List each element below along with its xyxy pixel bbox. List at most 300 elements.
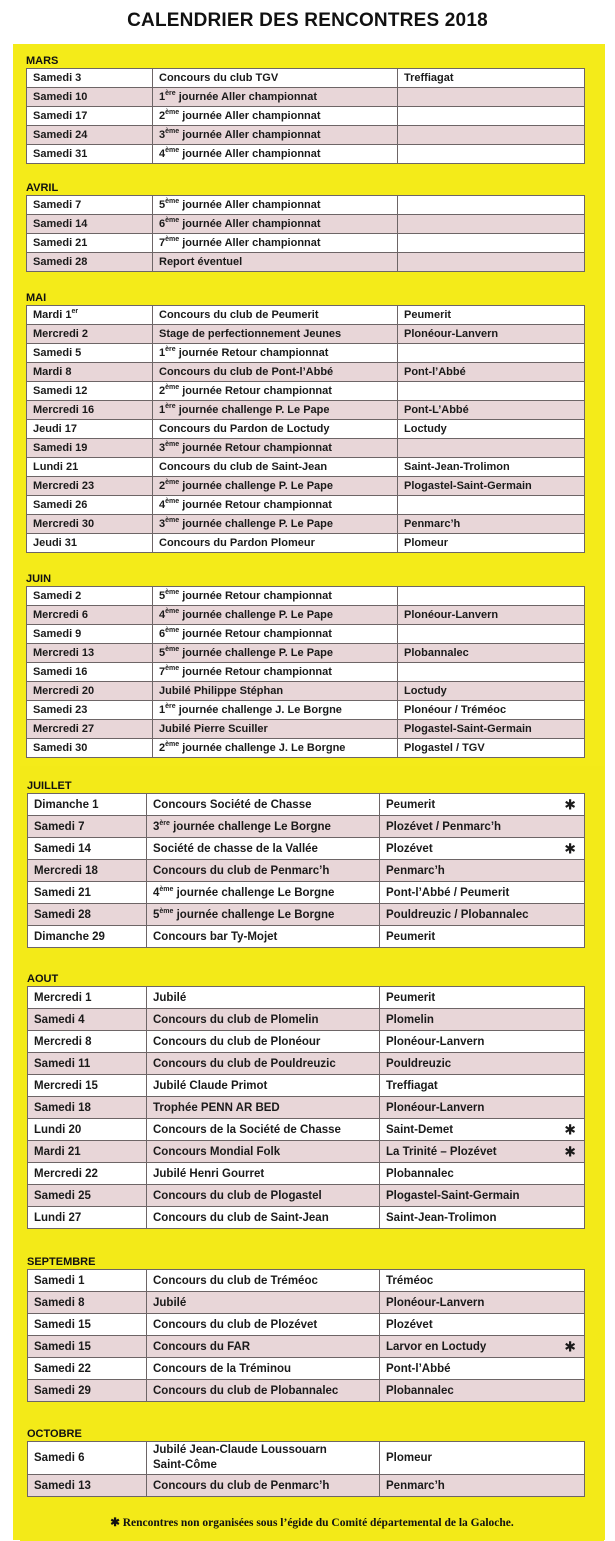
event-label: Concours du club de Plobannalec xyxy=(153,1384,339,1397)
event-cell xyxy=(153,625,398,644)
ordinal-suffix: ère xyxy=(165,90,176,97)
ordinal-number: 2 xyxy=(159,110,166,122)
event-cell xyxy=(153,126,398,145)
day-cell xyxy=(28,987,147,1009)
day-cell xyxy=(28,794,147,816)
ordinal-number: 6 xyxy=(159,218,166,230)
day-label: Samedi 19 xyxy=(33,442,88,454)
day-label: Samedi 18 xyxy=(34,1101,91,1114)
table-row xyxy=(27,720,585,739)
day-label: Samedi 21 xyxy=(33,237,88,249)
day-cell xyxy=(27,739,153,758)
ordinal-suffix: ème xyxy=(165,384,180,391)
place-cell xyxy=(398,306,585,325)
ordinal-suffix: ème xyxy=(165,217,180,224)
day-label: Samedi 25 xyxy=(34,1189,91,1202)
ordinal-number: 1 xyxy=(159,347,166,359)
table-row xyxy=(27,587,585,606)
event-cell xyxy=(147,1185,380,1207)
day-label: Samedi 4 xyxy=(34,1013,85,1026)
event-cell xyxy=(147,1141,380,1163)
ordinal-suffix: ère xyxy=(159,819,170,827)
table-row xyxy=(28,1075,585,1097)
day-label: Mercredi 8 xyxy=(34,1035,92,1048)
day-label: Samedi 6 xyxy=(34,1452,85,1464)
place-cell xyxy=(398,69,585,88)
place-cell xyxy=(380,1207,585,1229)
ordinal-suffix: ème xyxy=(165,109,180,116)
event-cell xyxy=(153,306,398,325)
event-label: Concours Société de Chasse xyxy=(153,798,312,811)
ordinal-number: 5 xyxy=(153,908,160,921)
day-cell xyxy=(27,363,153,382)
day-label: Samedi 10 xyxy=(33,91,88,103)
day-cell xyxy=(27,587,153,606)
day-label: Mercredi 1 xyxy=(34,991,92,1004)
event-label: journée Aller championnat xyxy=(179,218,321,230)
ordinal-number: 2 xyxy=(159,742,166,754)
month-heading: AOUT xyxy=(27,973,59,985)
table-row xyxy=(28,1163,585,1185)
event-cell xyxy=(153,401,398,420)
place-label: Plomeur xyxy=(386,1452,433,1464)
ordinal-suffix: ème xyxy=(165,236,180,243)
place-cell xyxy=(380,1119,585,1141)
event-label: Stage de perfectionnement Jeunes xyxy=(159,328,342,340)
ordinal-suffix: ème xyxy=(159,907,174,915)
event-cell xyxy=(153,196,398,215)
day-label: Mercredi 30 xyxy=(33,518,95,530)
place-label: Penmarc’h xyxy=(386,1479,445,1492)
event-label: Concours du club de Plonéour xyxy=(153,1035,321,1048)
event-label: Concours du FAR xyxy=(153,1340,251,1353)
event-cell xyxy=(153,88,398,107)
day-cell xyxy=(28,1009,147,1031)
event-cell xyxy=(147,794,380,816)
event-cell xyxy=(153,234,398,253)
event-label: journée Retour championnat xyxy=(179,590,332,602)
place-cell xyxy=(380,794,585,816)
month-section-juillet xyxy=(27,780,584,948)
place-cell xyxy=(398,420,585,439)
place-label: Treffiagat xyxy=(404,72,454,84)
day-label: Samedi 28 xyxy=(33,256,88,268)
month-table xyxy=(26,586,585,758)
event-label: journée challenge Le Borgne xyxy=(173,908,335,921)
ordinal-suffix: ème xyxy=(165,608,180,615)
table-row xyxy=(28,1009,585,1031)
table-row xyxy=(28,1380,585,1402)
place-label: Plonéour-Lanvern xyxy=(404,609,499,621)
event-label: Concours du club de Penmarc’h xyxy=(153,864,330,877)
event-cell xyxy=(147,816,380,838)
place-cell xyxy=(398,458,585,477)
event-label: Concours du club de Saint-Jean xyxy=(153,1211,329,1224)
ordinal-suffix: ème xyxy=(165,441,180,448)
place-cell xyxy=(380,1336,585,1358)
table-row xyxy=(27,625,585,644)
place-label: Plonéour-Lanvern xyxy=(386,1035,485,1048)
event-label: Concours du club de Plogastel xyxy=(153,1189,322,1202)
event-label: journée Aller championnat xyxy=(179,148,321,160)
place-cell xyxy=(398,587,585,606)
event-label: Concours de la Tréminou xyxy=(153,1362,292,1375)
table-row xyxy=(28,926,585,948)
table-row xyxy=(28,904,585,926)
ordinal-number: 3 xyxy=(153,820,160,833)
place-label: Tréméoc xyxy=(386,1274,434,1287)
month-section-mai xyxy=(26,292,584,553)
ordinal-number: 1 xyxy=(159,704,166,716)
event-cell xyxy=(147,1009,380,1031)
day-label: Mercredi 22 xyxy=(34,1167,98,1180)
day-label: Lundi 20 xyxy=(34,1123,82,1136)
place-cell xyxy=(398,196,585,215)
event-cell xyxy=(153,145,398,164)
event-cell xyxy=(153,682,398,701)
place-label: Peumerit xyxy=(386,991,436,1004)
place-cell xyxy=(380,882,585,904)
place-label: Loctudy xyxy=(404,685,447,697)
day-cell xyxy=(28,1442,147,1475)
day-cell xyxy=(27,344,153,363)
event-cell xyxy=(153,663,398,682)
ordinal-number: 3 xyxy=(159,442,166,454)
place-label: Peumerit xyxy=(386,798,436,811)
day-cell xyxy=(27,382,153,401)
day-label: Mercredi 23 xyxy=(33,480,95,492)
day-label: Mardi 21 xyxy=(34,1145,81,1158)
table-row xyxy=(28,860,585,882)
place-cell xyxy=(398,215,585,234)
place-label: Peumerit xyxy=(386,930,436,943)
day-label: Mercredi 18 xyxy=(34,864,98,877)
event-label: journée Aller championnat xyxy=(179,129,321,141)
day-label: Samedi 3 xyxy=(33,72,82,84)
table-row xyxy=(27,382,585,401)
month-table xyxy=(27,986,585,1229)
day-label: Dimanche 1 xyxy=(34,798,99,811)
place-label: Pouldreuzic / Plobannalec xyxy=(386,908,529,921)
table-row xyxy=(27,325,585,344)
ordinal-suffix: ème xyxy=(159,885,174,893)
day-label: Samedi 15 xyxy=(34,1340,91,1353)
place-cell xyxy=(398,515,585,534)
day-label: Jeudi 31 xyxy=(33,537,78,549)
place-cell xyxy=(398,739,585,758)
place-label: Treffiagat xyxy=(386,1079,438,1092)
ordinal-number: 6 xyxy=(159,628,166,640)
day-cell xyxy=(28,816,147,838)
event-label: journée Aller championnat xyxy=(179,237,321,249)
place-cell xyxy=(398,477,585,496)
event-cell xyxy=(147,1358,380,1380)
event-cell xyxy=(153,496,398,515)
place-label: Saint-Jean-Trolimon xyxy=(386,1211,497,1224)
day-cell xyxy=(27,69,153,88)
day-cell xyxy=(28,1141,147,1163)
place-label: Pont-l’Abbé xyxy=(404,366,466,378)
event-cell xyxy=(153,701,398,720)
table-row xyxy=(27,306,585,325)
event-cell xyxy=(147,1292,380,1314)
day-label: Samedi 26 xyxy=(33,499,88,511)
day-label: Samedi 2 xyxy=(33,590,82,602)
day-label: Samedi 7 xyxy=(34,820,85,833)
place-cell xyxy=(380,904,585,926)
month-heading: JUIN xyxy=(26,573,52,585)
place-label: Pont-L’Abbé xyxy=(404,404,469,416)
place-cell xyxy=(380,1031,585,1053)
event-cell xyxy=(147,904,380,926)
event-label: journée challenge J. Le Borgne xyxy=(179,742,346,754)
day-cell xyxy=(27,126,153,145)
table-row xyxy=(27,439,585,458)
event-label: Concours du club de Plomelin xyxy=(153,1013,319,1026)
table-row xyxy=(28,987,585,1009)
day-label: Samedi 17 xyxy=(33,110,88,122)
day-label: Samedi 8 xyxy=(34,1296,85,1309)
event-cell xyxy=(153,69,398,88)
event-cell xyxy=(153,515,398,534)
event-cell xyxy=(147,1053,380,1075)
table-row xyxy=(28,1442,585,1475)
ordinal-suffix: ème xyxy=(165,627,180,634)
ordinal-suffix: ère xyxy=(165,703,176,710)
ordinal-suffix: ème xyxy=(165,665,180,672)
day-label: Mardi 1 xyxy=(33,309,72,321)
day-label: Samedi 31 xyxy=(33,148,88,160)
event-label: journée challenge P. Le Pape xyxy=(179,518,333,530)
day-label: Samedi 15 xyxy=(34,1318,91,1331)
place-cell xyxy=(398,663,585,682)
place-label: Plogastel-Saint-Germain xyxy=(386,1189,520,1202)
day-cell xyxy=(27,253,153,272)
event-label: journée Retour championnat xyxy=(179,385,332,397)
place-label: Plonéour-Lanvern xyxy=(386,1101,485,1114)
place-cell xyxy=(380,1380,585,1402)
event-cell xyxy=(153,587,398,606)
footnote: ✱ Rencontres non organisées sous l’égide du Comité départemental de la Galoche. xyxy=(110,1517,514,1529)
event-label: Concours du club de Peumerit xyxy=(159,309,319,321)
place-label: Peumerit xyxy=(404,309,452,321)
event-label: Concours du club de Pouldreuzic xyxy=(153,1057,336,1070)
table-row xyxy=(27,234,585,253)
day-label: Samedi 22 xyxy=(34,1362,91,1375)
event-cell xyxy=(153,458,398,477)
day-cell xyxy=(27,496,153,515)
event-cell xyxy=(147,1031,380,1053)
ordinal-suffix: ème xyxy=(165,646,180,653)
table-row xyxy=(28,1336,585,1358)
day-cell xyxy=(27,663,153,682)
place-cell xyxy=(398,720,585,739)
event-label: Jubilé xyxy=(153,991,187,1004)
day-cell xyxy=(28,882,147,904)
ordinal-number: 4 xyxy=(159,499,166,511)
place-cell xyxy=(398,344,585,363)
day-cell xyxy=(27,625,153,644)
event-label: journée Aller championnat xyxy=(175,91,318,103)
place-cell xyxy=(380,1185,585,1207)
table-row xyxy=(27,606,585,625)
table-row xyxy=(27,88,585,107)
day-cell xyxy=(27,234,153,253)
day-cell xyxy=(28,860,147,882)
day-label: Samedi 13 xyxy=(34,1479,91,1492)
event-cell xyxy=(147,1075,380,1097)
event-cell xyxy=(153,107,398,126)
place-label: Plozévet xyxy=(386,842,433,855)
day-cell xyxy=(28,1270,147,1292)
month-table xyxy=(27,1441,585,1497)
place-label: Penmarc’h xyxy=(386,864,445,877)
place-label: Plozévet xyxy=(386,1318,433,1331)
event-label: Concours bar Ty-Mojet xyxy=(153,930,278,943)
place-cell xyxy=(380,987,585,1009)
place-label: Pont-l’Abbé / Peumerit xyxy=(386,886,510,899)
month-section-aout xyxy=(27,973,584,1229)
day-cell xyxy=(27,215,153,234)
event-label: Trophée PENN AR BED xyxy=(153,1101,280,1114)
event-label: journée challenge Le Borgne xyxy=(169,820,331,833)
event-label: Concours du club de Plozévet xyxy=(153,1318,318,1331)
event-cell xyxy=(147,1163,380,1185)
table-row xyxy=(28,1185,585,1207)
day-label: Mercredi 13 xyxy=(33,647,95,659)
day-cell xyxy=(28,1031,147,1053)
day-label: Lundi 27 xyxy=(34,1211,82,1224)
month-section-avril xyxy=(26,182,584,272)
ordinal-number: 3 xyxy=(159,518,166,530)
event-cell xyxy=(153,363,398,382)
ordinal-number: 5 xyxy=(159,199,166,211)
ordinal-suffix: ème xyxy=(165,198,180,205)
place-label: Plobannalec xyxy=(404,647,469,659)
place-cell xyxy=(398,363,585,382)
event-cell xyxy=(147,1270,380,1292)
day-label: Jeudi 17 xyxy=(33,423,78,435)
day-label: Mercredi 20 xyxy=(33,685,95,697)
ordinal-number: 7 xyxy=(159,237,166,249)
event-cell xyxy=(147,1314,380,1336)
month-heading: AVRIL xyxy=(26,182,59,194)
day-cell xyxy=(28,904,147,926)
ordinal-suffix: ème xyxy=(165,498,180,505)
day-cell xyxy=(27,196,153,215)
day-cell xyxy=(28,1336,147,1358)
day-label: Samedi 30 xyxy=(33,742,88,754)
table-row xyxy=(27,107,585,126)
event-cell xyxy=(153,534,398,553)
ordinal-number: 4 xyxy=(159,148,166,160)
asterisk-icon: ✱ xyxy=(564,1121,576,1137)
place-cell xyxy=(398,439,585,458)
day-cell xyxy=(28,1380,147,1402)
table-row xyxy=(28,1270,585,1292)
day-cell xyxy=(27,306,153,325)
day-suffix: er xyxy=(71,308,79,315)
event-label: journée challenge P. Le Pape xyxy=(179,609,333,621)
month-table xyxy=(27,1269,585,1402)
table-row xyxy=(27,739,585,758)
day-label: Mercredi 15 xyxy=(34,1079,98,1092)
month-section-octobre xyxy=(27,1428,584,1497)
ordinal-suffix: ème xyxy=(165,128,180,135)
event-label: Jubilé Pierre Scuiller xyxy=(159,723,268,735)
month-section-septembre xyxy=(27,1256,584,1402)
table-row xyxy=(27,420,585,439)
place-cell xyxy=(398,534,585,553)
event-label: journée challenge P. Le Pape xyxy=(179,647,333,659)
table-row xyxy=(27,145,585,164)
place-cell xyxy=(380,1358,585,1380)
day-cell xyxy=(28,1163,147,1185)
event-label: Concours du club de Penmarc’h xyxy=(153,1479,330,1492)
event-label: Jubilé Philippe Stéphan xyxy=(159,685,284,697)
event-cell xyxy=(153,439,398,458)
event-label: Société de chasse de la Vallée xyxy=(153,842,318,855)
month-heading: SEPTEMBRE xyxy=(27,1256,96,1268)
table-row xyxy=(28,1207,585,1229)
place-label: Plobannalec xyxy=(386,1167,454,1180)
place-label: Plobannalec xyxy=(386,1384,454,1397)
day-label: Lundi 21 xyxy=(33,461,79,473)
place-cell xyxy=(380,816,585,838)
ordinal-suffix: ère xyxy=(165,403,176,410)
event-cell xyxy=(153,325,398,344)
month-section-juin xyxy=(26,573,584,758)
event-cell xyxy=(147,1336,380,1358)
table-row xyxy=(28,882,585,904)
day-cell xyxy=(27,477,153,496)
ordinal-suffix: ème xyxy=(165,147,180,154)
day-label: Samedi 1 xyxy=(34,1274,85,1287)
day-cell xyxy=(27,701,153,720)
place-cell xyxy=(380,1141,585,1163)
day-cell xyxy=(27,88,153,107)
event-label: journée challenge Le Borgne xyxy=(173,886,335,899)
event-label: Concours du club de Pont-l’Abbé xyxy=(159,366,334,378)
place-cell xyxy=(380,1314,585,1336)
place-label: Plogastel-Saint-Germain xyxy=(404,723,532,735)
event-label: journée Retour championnat xyxy=(179,628,332,640)
table-row xyxy=(27,196,585,215)
day-label: Samedi 12 xyxy=(33,385,88,397)
place-cell xyxy=(380,926,585,948)
place-cell xyxy=(380,1292,585,1314)
place-label: Plomeur xyxy=(404,537,449,549)
place-cell xyxy=(398,644,585,663)
table-row xyxy=(27,401,585,420)
day-cell xyxy=(27,401,153,420)
event-label: Concours Mondial Folk xyxy=(153,1145,281,1158)
table-row xyxy=(27,515,585,534)
event-cell xyxy=(147,838,380,860)
table-row xyxy=(27,126,585,145)
table-row xyxy=(28,816,585,838)
month-section-mars xyxy=(26,55,584,164)
month-table xyxy=(26,68,585,164)
place-label: Plonéour-Lanvern xyxy=(386,1296,485,1309)
event-label: Concours du Pardon Plomeur xyxy=(159,537,315,549)
day-label: Samedi 21 xyxy=(34,886,91,899)
ordinal-number: 2 xyxy=(159,480,166,492)
page-title: CALENDRIER DES RENCONTRES 2018 xyxy=(127,10,488,31)
day-label: Mercredi 6 xyxy=(33,609,89,621)
place-label: Plonéour / Tréméoc xyxy=(404,704,507,716)
day-label: Samedi 28 xyxy=(34,908,91,921)
